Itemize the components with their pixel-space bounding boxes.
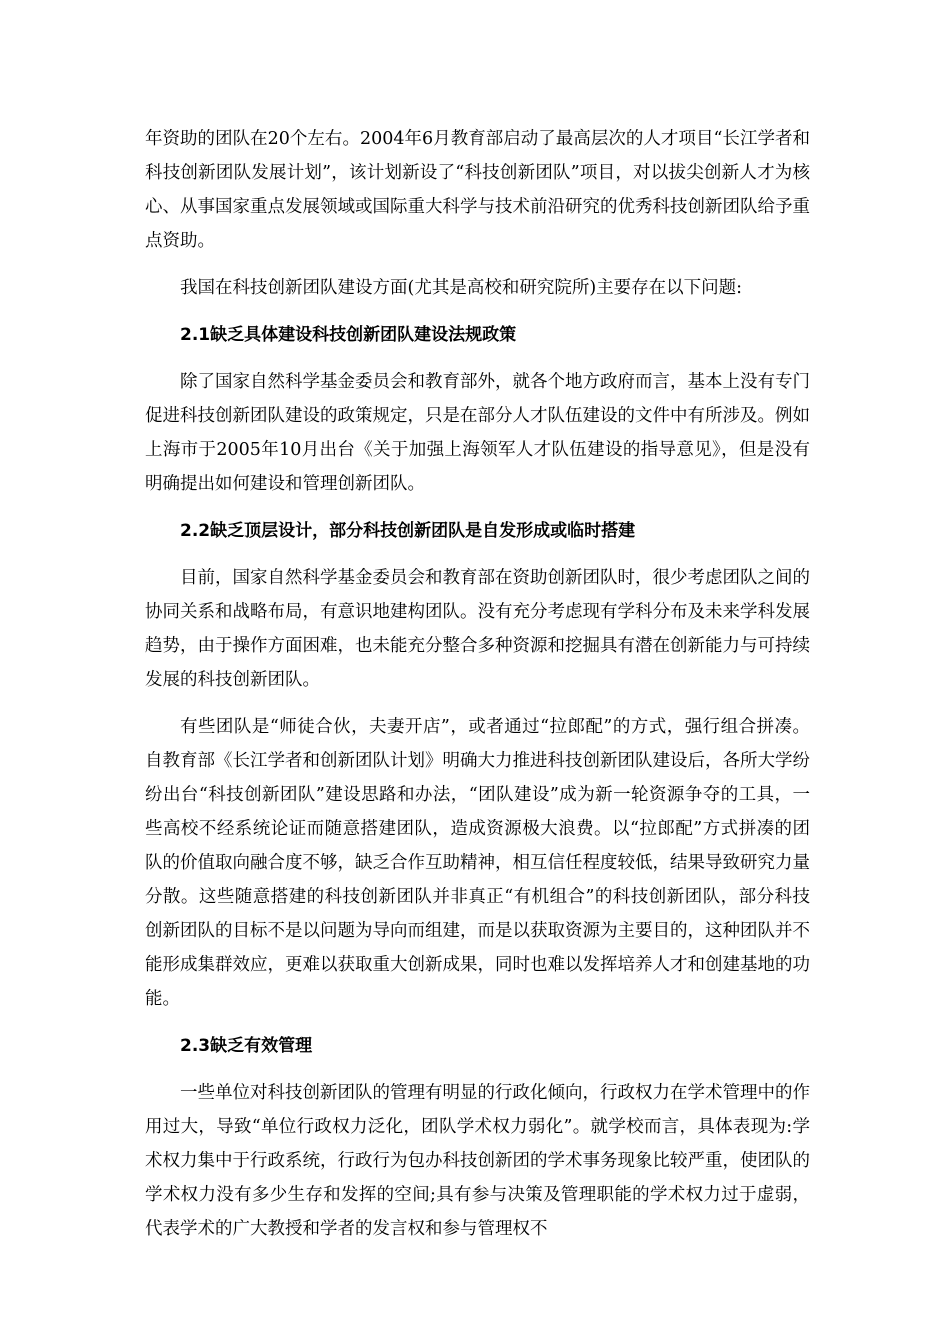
section-heading-2-1: 2.1缺乏具体建设科技创新团队建设法规政策 — [180, 325, 517, 345]
paragraph-problems-intro: 我国在科技创新团队建设方面(尤其是高校和研究院所)主要存在以下问题: — [180, 278, 743, 298]
section-heading-2-2: 2.2缺乏顶层设计，部分科技创新团队是自发形成或临时搭建 — [180, 521, 636, 541]
document-body — [145, 122, 810, 1246]
paragraph-continued: 年资助的团队在20个左右。2004年6月教育部启动了最高层次的人才项目“长江学者和科技创新团队发展计划”，该计划新设了“科技创新团队”项目，对以拔尖创新人才为核心、从事国家重点发展领域或国际重大科学与技术前沿研究的优秀科技创新团队给予重点资助。 — [145, 129, 810, 251]
paragraph-2-3: 一些单位对科技创新团队的管理有明显的行政化倾向，行政权力在学术管理中的作用过大，导致“单位行政权力泛化，团队学术权力弱化”。就学校而言，具体表现为:学术权力集中于行政系统，行政行为包办科技创新团的学术事务现象比较严重，使团队的学术权力没有多少生存和发挥的空间;具有参与决策及管理职能的学术权力过于虚弱，代表学术的广大教授和学者的发言权和参与管理权不 — [145, 1083, 810, 1239]
section-heading-2-3: 2.3缺乏有效管理 — [180, 1036, 313, 1056]
paragraph-2-2-b: 有些团队是“师徒合伙，夫妻开店”，或者通过“拉郎配”的方式，强行组合拼凑。自教育部《长江学者和创新团队计划》明确大力推进科技创新团队建设后，各所大学纷纷出台“科技创新团队”建设思路和办法，“团队建设”成为新一轮资源争夺的工具，一些高校不经系统论证而随意搭建团队，造成资源极大浪费。以“拉郎配”方式拼凑的团队的价值取向融合度不够，缺乏合作互助精神，相互信任程度较低，结果导致研究力量分散。这些随意搭建的科技创新团队并非真正“有机组合”的科技创新团队，部分科技创新团队的目标不是以问题为导向而组建，而是以获取资源为主要目的，这种团队并不能形成集群效应，更难以获取重大创新成果，同时也难以发挥培养人才和创建基地的功能。 — [145, 717, 810, 1009]
paragraph-2-2-a: 目前，国家自然科学基金委员会和教育部在资助创新团队时，很少考虑团队之间的协同关系和战略布局，有意识地建构团队。没有充分考虑现有学科分布及未来学科发展趋势，由于操作方面困难，也未能充分整合多种资源和挖掘具有潜在创新能力与可持续发展的科技创新团队。 — [145, 568, 810, 690]
paragraph-2-1: 除了国家自然科学基金委员会和教育部外，就各个地方政府而言，基本上没有专门促进科技创新团队建设的政策规定，只是在部分人才队伍建设的文件中有所涉及。例如上海市于2005年10月出台《关于加强上海领军人才队伍建设的指导意见》，但是没有明确提出如何建设和管理创新团队。 — [145, 372, 810, 494]
